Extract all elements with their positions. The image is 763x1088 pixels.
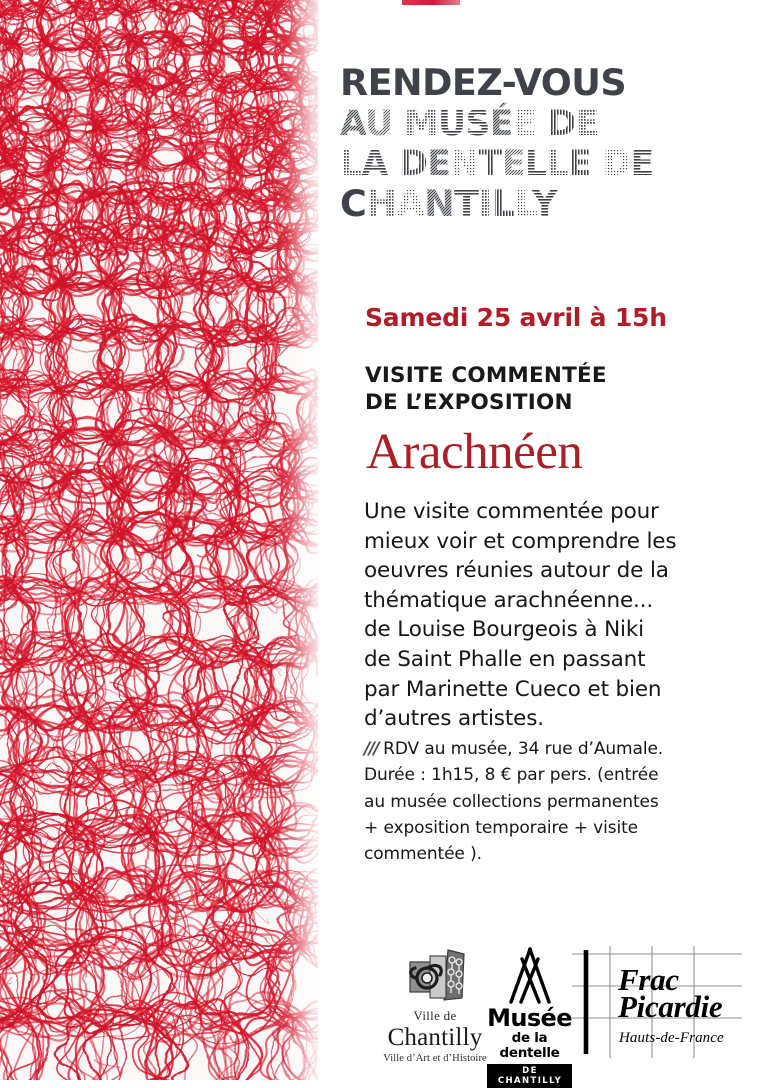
triple-slash-marker-icon: /// [364, 739, 379, 759]
crossed-lace-bobbins-icon [497, 945, 563, 1005]
musee-line-2: de la dentelle [499, 1030, 560, 1061]
svg-text:AU MUSÉE DE: AU MUSÉE DE [340, 104, 599, 144]
event-kicker [365, 362, 735, 416]
event-date: Samedi 25 avril à 15h [365, 303, 667, 332]
body-copy-line-3: oeuvres réunies autour de la [364, 558, 669, 584]
headline-line-1 [338, 62, 738, 104]
body-copy [364, 497, 716, 734]
practical-info-line-3: au musée collections permanentes [364, 791, 659, 812]
practical-info-line-5: commentée ). [364, 844, 482, 865]
artwork-red-scribble-loops [0, 0, 318, 1080]
practical-info [364, 736, 716, 867]
exhibition-title: Arachnéen [366, 424, 583, 480]
body-copy-line-8: d’autres artistes. [364, 706, 544, 732]
frac-line-1: Frac [618, 962, 679, 997]
body-copy-line-1: Une visite commentée pour [364, 499, 659, 524]
page-title [338, 62, 738, 226]
svg-text:CHANTILLY: CHANTILLY [340, 182, 558, 225]
logo-ville-de-chantilly [375, 948, 495, 1064]
headline-line-2 [338, 104, 738, 144]
musee-line-3-badge: DE CHANTILLY [487, 1064, 572, 1088]
svg-text:LA DENTELLE DE: LA DENTELLE DE [340, 144, 654, 184]
chantilly-line-2: Chantilly [387, 1024, 483, 1051]
content-column [338, 0, 753, 1080]
logo-musee-de-la-dentelle [487, 945, 572, 1088]
hunting-horn-emblem-icon [404, 948, 466, 1004]
kicker-line-1: VISITE COMMENTÉE [365, 363, 607, 388]
chantilly-line-1: Ville de [413, 1008, 457, 1023]
practical-info-line-2: Durée : 1h15, 8 € par pers. (entrée [364, 765, 659, 786]
frac-line-2: Picardie [618, 989, 723, 1024]
headline-line-3 [338, 144, 738, 184]
body-copy-line-5: de Louise Bourgeois à Niki [364, 617, 644, 643]
musee-line-1: Musée [487, 1004, 572, 1032]
body-copy-line-7: par Marinette Cueco et bien [364, 676, 662, 702]
frac-line-3: Hauts-de-France [619, 1030, 724, 1046]
body-copy-line-6: de Saint Phalle en passant [364, 646, 646, 672]
practical-info-line-1: /// RDV au musée, 34 rue d’Aumale. [364, 739, 664, 759]
logo-frac-picardie [572, 946, 742, 1058]
kicker-line-2: DE L’EXPOSITION [365, 390, 573, 415]
headline-line-4 [338, 184, 738, 226]
practical-info-line-4: + exposition temporaire + visite [364, 817, 639, 838]
chantilly-line-3: Ville d’Art et d’Histoire [383, 1053, 487, 1064]
body-copy-line-2: mieux voir et comprendre les [364, 528, 677, 554]
body-copy-line-4: thématique arachnéenne... [364, 587, 654, 613]
svg-text:RENDEZ-VOUS: RENDEZ-VOUS [340, 61, 627, 104]
logo-strip [0, 940, 763, 1086]
